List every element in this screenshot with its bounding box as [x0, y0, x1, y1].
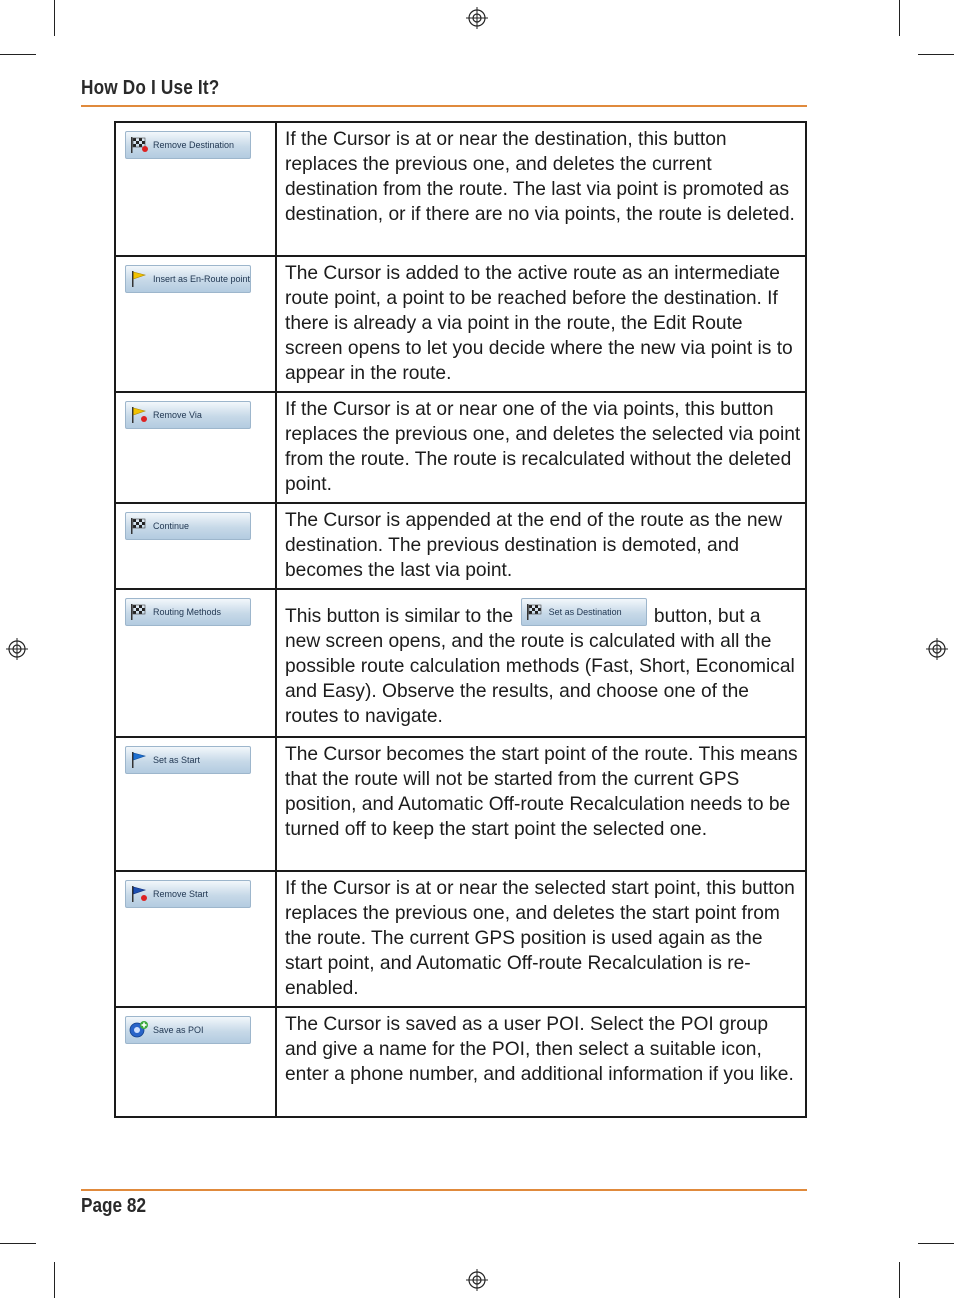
description-cell: The Cursor becomes the start point of the route. This means that the route will not be started from the current GPS position, and Automatic Off-route Recalculation needs to be turned off to keep the start point the selected one.	[276, 737, 806, 871]
button-label: Routing Methods	[153, 607, 222, 617]
button-image-cell	[115, 1007, 276, 1117]
crop-mark	[0, 1243, 36, 1244]
description-cell: If the Cursor is at or near the destination, this button replaces the previous one, and deletes the current destination from the route. The last via point is promoted as destination, or if there are no via points, the route is deleted.	[276, 122, 806, 256]
description-cell: The Cursor is appended at the end of the route as the new destination. The previous destination is demoted, and becomes the last via point.	[276, 503, 806, 589]
checkered-flag-icon	[525, 602, 545, 622]
button-image-cell	[115, 589, 276, 737]
set-as-start-button[interactable]	[125, 746, 251, 774]
button-label: Continue	[153, 521, 190, 531]
button-image-cell	[115, 503, 276, 589]
table-row	[115, 589, 806, 737]
page-header-title: How Do I Use It?	[81, 77, 220, 99]
button-image-cell	[115, 256, 276, 392]
checkered-flag-icon	[129, 602, 149, 622]
save-as-poi-button[interactable]	[125, 1016, 251, 1044]
table-row	[115, 737, 806, 871]
button-label: Set as Destination	[548, 606, 622, 617]
poi-plus-icon	[129, 1020, 149, 1040]
registration-mark-icon	[466, 1269, 488, 1291]
button-label: Remove Start	[153, 889, 209, 899]
table-row	[115, 122, 806, 256]
table-row	[115, 871, 806, 1007]
button-label: Remove Via	[153, 410, 202, 420]
blue-flag-icon	[129, 750, 149, 770]
description-text: button, but a new screen opens, and the route is calculated with all the possible route calculation methods (Fast, Short, Economical and Easy). Observe the results, and choose one of the routes to navigate.	[285, 606, 795, 727]
button-image-cell	[115, 871, 276, 1007]
page-number: Page 82	[81, 1195, 147, 1217]
crop-mark	[54, 0, 55, 36]
crop-mark	[918, 1243, 954, 1244]
remove-start-button[interactable]	[125, 880, 251, 908]
continue-button[interactable]	[125, 512, 251, 540]
table-row	[115, 1007, 806, 1117]
checkered-flag-icon	[129, 516, 149, 536]
crop-mark	[0, 54, 36, 55]
description-text: This button is similar to the	[285, 606, 514, 627]
footer-rule	[81, 1189, 807, 1191]
table-row	[115, 503, 806, 589]
crop-mark	[899, 1262, 900, 1298]
button-label: Set as Start	[153, 755, 201, 765]
checkered-flag-icon	[129, 135, 149, 155]
header-rule	[81, 105, 807, 107]
crop-mark	[918, 54, 954, 55]
registration-mark-icon	[926, 638, 948, 660]
blue-red-flag-icon	[129, 884, 149, 904]
description-cell: If the Cursor is at or near the selected start point, this button replaces the previous one, and deletes the start point from the route. The current GPS position is used again as the start point, and Automatic Off-route Recalculation is re-enabled.	[276, 871, 806, 1007]
remove-via-button[interactable]	[125, 401, 251, 429]
button-image-cell	[115, 392, 276, 503]
button-label: Insert as En-Route point	[153, 274, 251, 284]
button-label: Save as POI	[153, 1025, 204, 1035]
button-image-cell	[115, 122, 276, 256]
button-image-cell	[115, 737, 276, 871]
remove-destination-button[interactable]	[125, 131, 251, 159]
insert-en-route-point-button[interactable]	[125, 265, 251, 293]
table-row	[115, 256, 806, 392]
description-cell: The Cursor is added to the active route as an intermediate route point, a point to be reached before the destination. If there is already a via point in the route, the Edit Route screen opens to let you decide where the new via point is to appear in the route.	[276, 256, 806, 392]
description-cell	[276, 589, 806, 737]
button-description-table	[114, 121, 807, 1118]
button-label: Remove Destination	[153, 140, 235, 150]
crop-mark	[54, 1262, 55, 1298]
routing-methods-button[interactable]	[125, 598, 251, 626]
description-cell: If the Cursor is at or near one of the via points, this button replaces the previous one, and deletes the selected via point from the route. The route is recalculated without the deleted point.	[276, 392, 806, 503]
registration-mark-icon	[466, 7, 488, 29]
crop-mark	[899, 0, 900, 36]
table-row	[115, 392, 806, 503]
registration-mark-icon	[6, 638, 28, 660]
yellow-flag-icon	[129, 269, 149, 289]
description-cell: The Cursor is saved as a user POI. Select the POI group and give a name for the POI, then select a suitable icon, enter a phone number, and additional information if you like.	[276, 1007, 806, 1117]
yellow-flag-icon	[129, 405, 149, 425]
set-as-destination-button[interactable]	[521, 598, 647, 626]
